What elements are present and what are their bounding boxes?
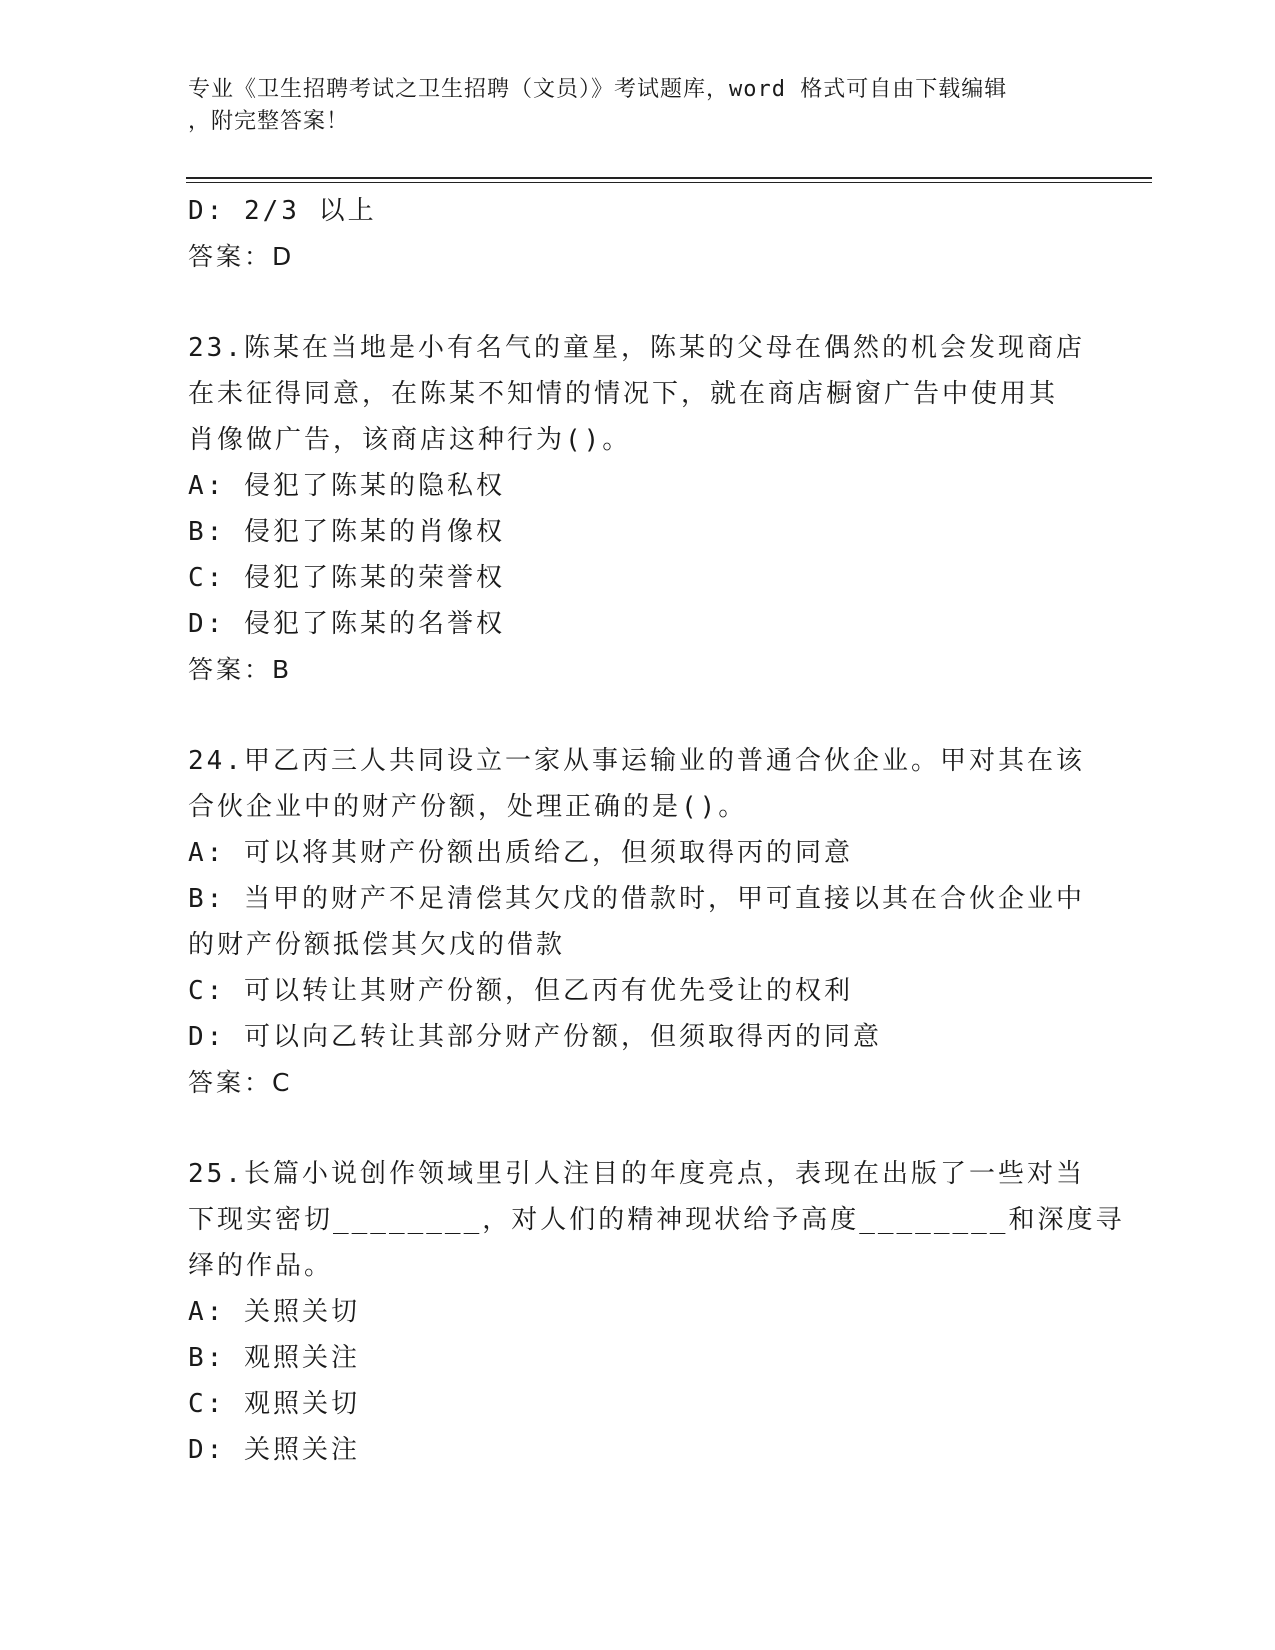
option-c: C: 侵犯了陈某的荣誉权	[188, 563, 505, 593]
option-b-continuation: 的财产份额抵偿其欠戊的借款	[188, 930, 566, 960]
question-stem-line: 合伙企业中的财产份额，处理正确的是()。	[188, 792, 748, 822]
option-d: D: 可以向乙转让其部分财产份额，但须取得丙的同意	[188, 1022, 882, 1052]
question-22-tail	[188, 188, 1088, 280]
header-divider-thick	[186, 177, 1152, 179]
answer-label: 答案：B	[188, 655, 293, 684]
option-a: A: 侵犯了陈某的隐私权	[188, 471, 505, 501]
question-spacer	[188, 693, 1088, 738]
header-divider-thin	[186, 182, 1152, 183]
question-stem-line: 25.长篇小说创作领域里引人注目的年度亮点，表现在出版了一些对当	[188, 1159, 1085, 1189]
option-b: B: 观照关注	[188, 1343, 360, 1373]
question-spacer	[188, 280, 1088, 325]
question-stem-line: 在未征得同意，在陈某不知情的情况下，就在商店橱窗广告中使用其	[188, 379, 1059, 409]
question-stem-line: 24.甲乙丙三人共同设立一家从事运输业的普通合伙企业。甲对其在该	[188, 746, 1085, 776]
option-b: B: 侵犯了陈某的肖像权	[188, 517, 505, 547]
option-a: A: 可以将其财产份额出质给乙，但须取得丙的同意	[188, 838, 853, 868]
option-b: B: 当甲的财产不足清偿其欠戊的借款时，甲可直接以其在合伙企业中	[188, 884, 1085, 914]
question-25	[188, 1151, 1125, 1473]
question-content	[188, 188, 1125, 1473]
question-stem-line: 绎的作品。	[188, 1251, 334, 1281]
question-stem-line: 23.陈某在当地是小有名气的童星，陈某的父母在偶然的机会发现商店	[188, 333, 1085, 363]
page-header	[188, 74, 1088, 138]
option-d: D: 侵犯了陈某的名誉权	[188, 609, 505, 639]
header-line-1: 专业《卫生招聘考试之卫生招聘（文员）》考试题库，word 格式可自由下载编辑	[188, 77, 1008, 102]
option-d: D: 2/3 以上	[188, 196, 377, 226]
question-23	[188, 325, 1088, 693]
question-stem-line: 肖像做广告，该商店这种行为()。	[188, 425, 632, 455]
question-24	[188, 738, 1088, 1106]
answer-label: 答案：D	[188, 242, 295, 271]
option-d: D: 关照关注	[188, 1435, 360, 1465]
header-line-2: ，附完整答案！	[188, 109, 350, 134]
option-c: C: 可以转让其财产份额，但乙丙有优先受让的权利	[188, 976, 853, 1006]
question-stem-line: 下现实密切________，对人们的精神现状给予高度________和深度寻	[188, 1205, 1125, 1235]
option-a: A: 关照关切	[188, 1297, 360, 1327]
question-spacer	[188, 1106, 1088, 1151]
answer-label: 答案：C	[188, 1068, 293, 1097]
option-c: C: 观照关切	[188, 1389, 360, 1419]
